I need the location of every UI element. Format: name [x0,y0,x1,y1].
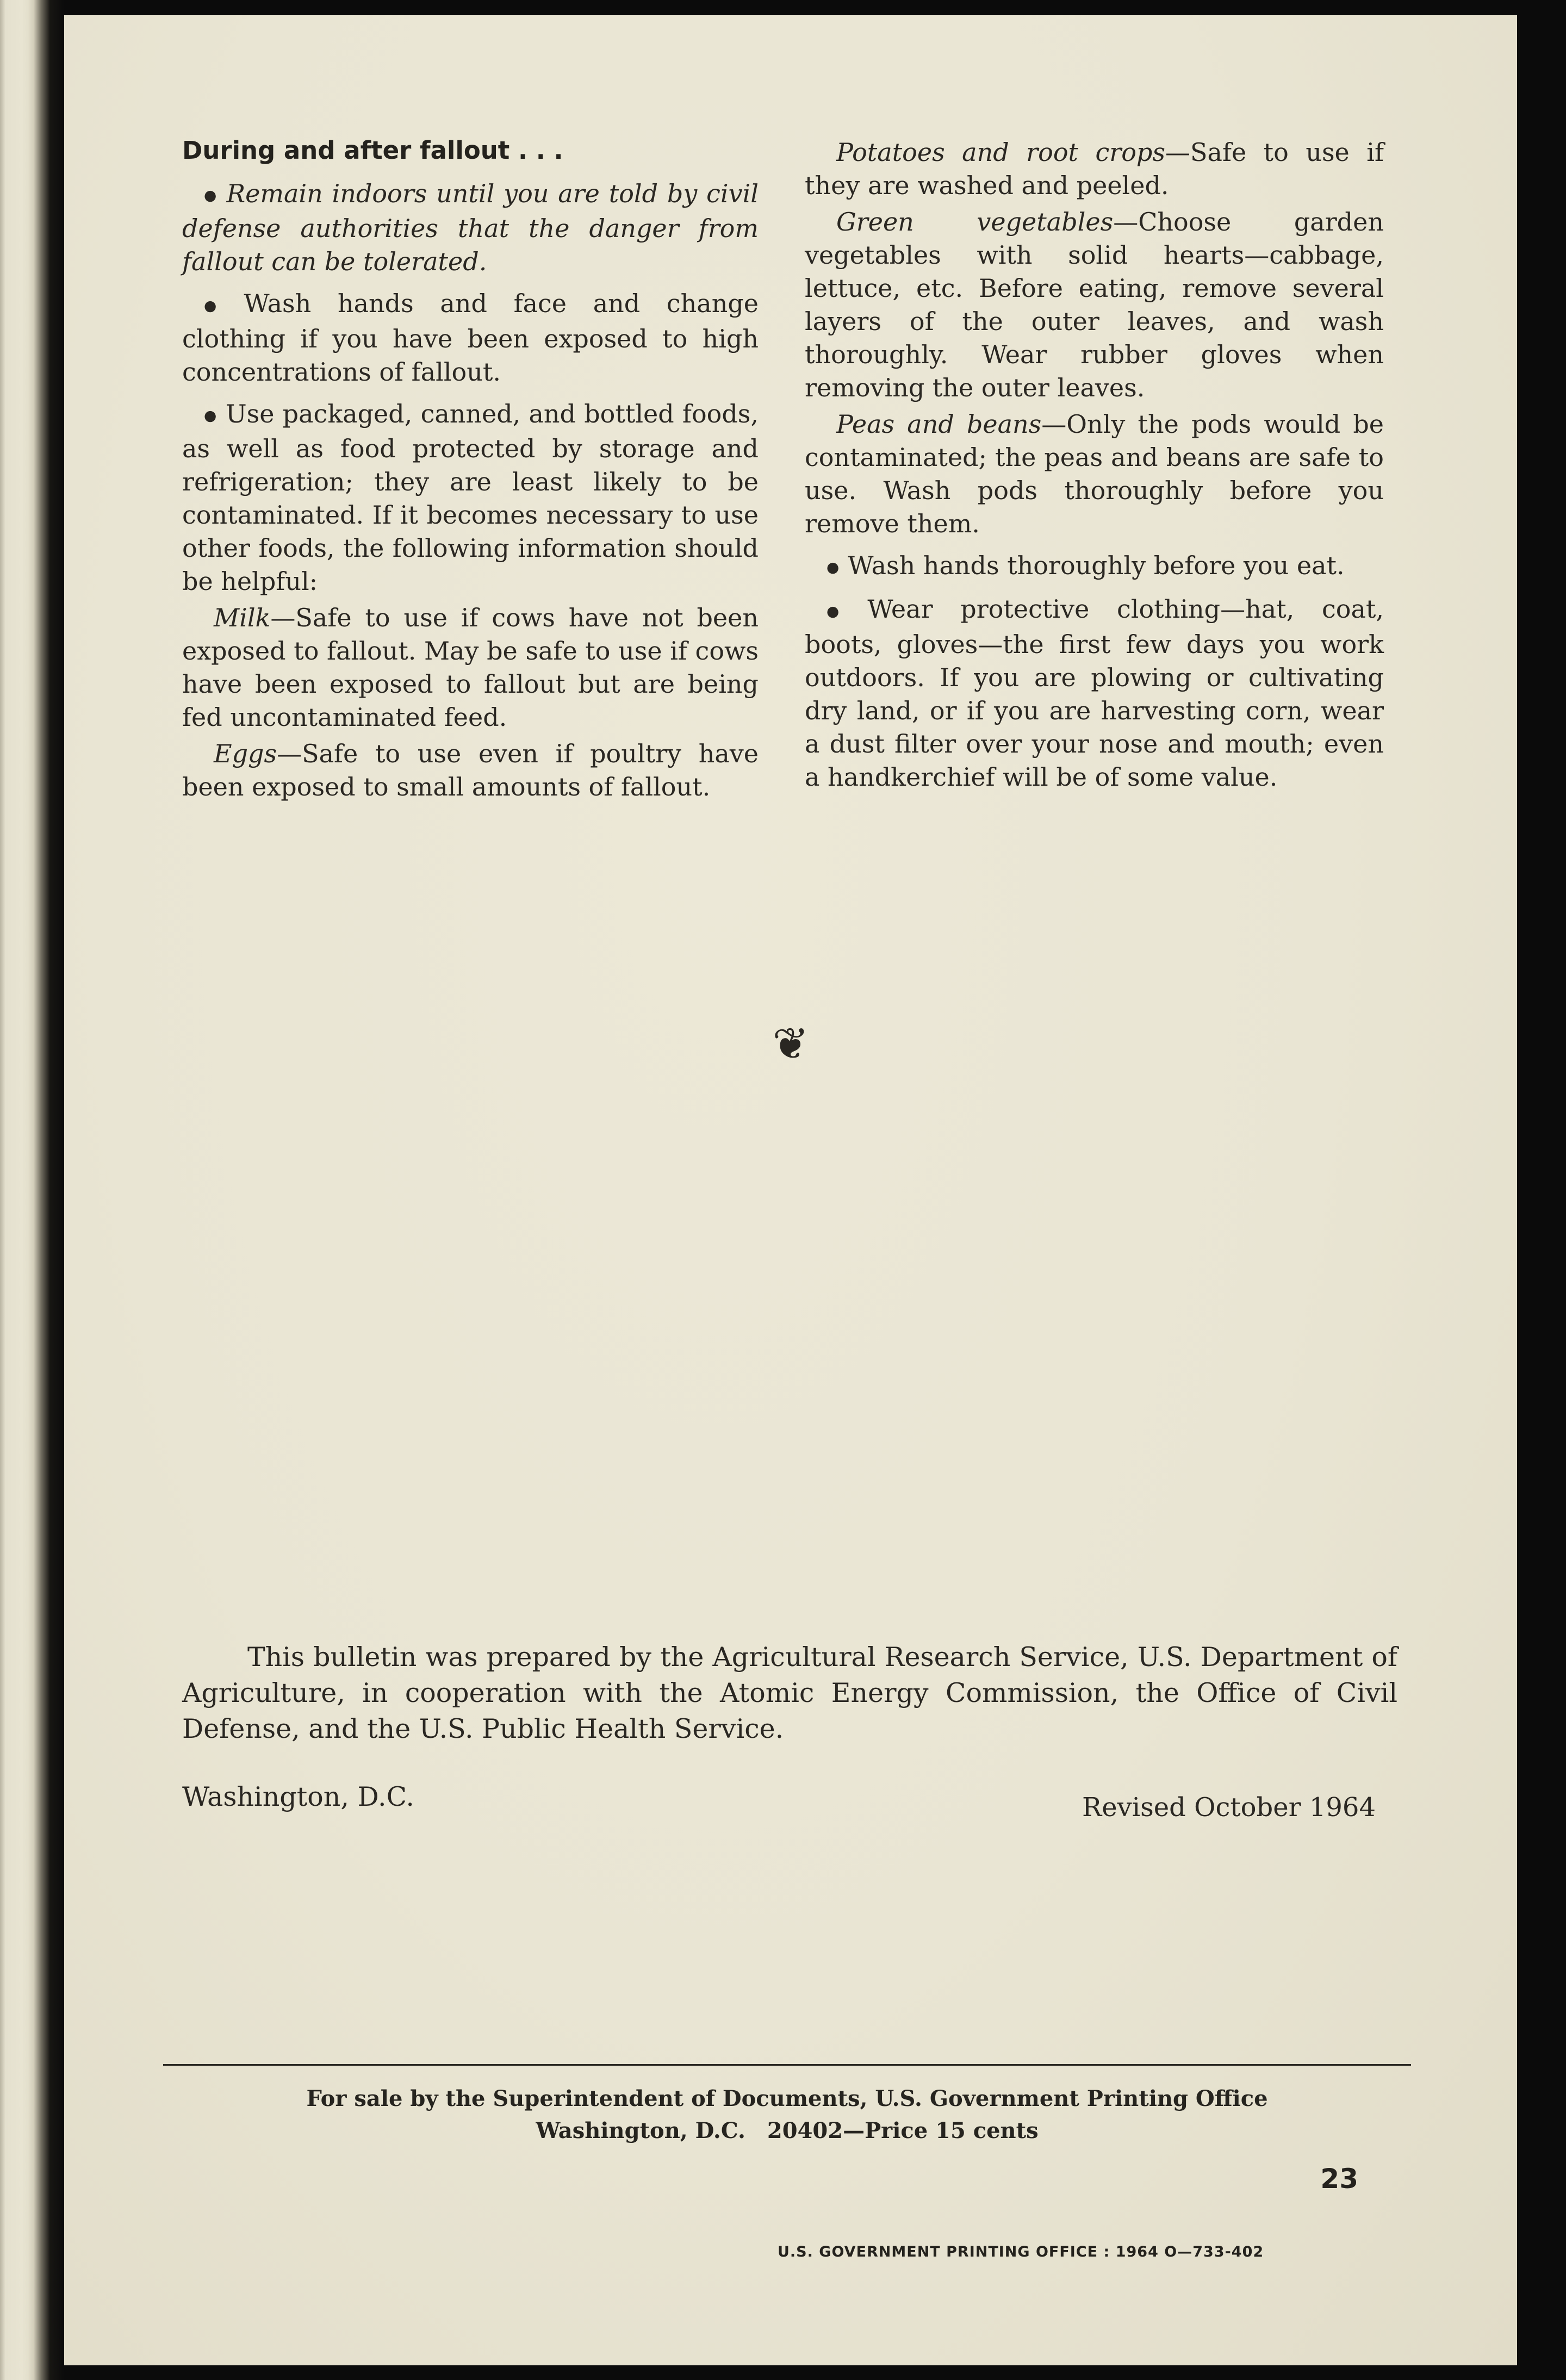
bullet-icon: ● [826,602,859,620]
page-number: 23 [1320,2163,1358,2195]
horizontal-rule [163,2064,1411,2066]
revised-date-line: Revised October 1964 [1082,1792,1376,1823]
bullet-icon: ● [204,297,235,314]
paragraph-lead: Peas and beans [836,409,1042,439]
paragraph-text: —Safe to use even if poultry have been exposed to small amounts of fallout. [182,738,759,801]
left-column [182,136,759,807]
paragraph-text: Wear protective clothing—hat, coat, boots, gloves—the first few days you work outdoors. If you are plowing or cultivating dry land, or if you are harvesting corn, wear a dust filter over your nose and mouth; even a handkerchief will be of some value. [805,594,1384,792]
paragraph-remain-indoors [182,177,759,278]
paragraph-wash-hands [182,287,759,388]
two-column-text [182,136,1384,807]
paragraph-potatoes [805,136,1384,202]
paragraph-lead: Green vegetables [836,207,1114,237]
paragraph-lead: Milk [214,602,271,632]
paragraph-green-vegetables [805,206,1384,405]
book-gutter-edge [0,0,64,2380]
sale-notice-line1: For sale by the Superintendent of Documents, U.S. Government Printing Office [306,2086,1268,2111]
paragraph-eggs [182,737,759,804]
paragraph-text: —Safe to use if they are washed and peeled. [805,138,1384,200]
paragraph-text: Use packaged, canned, and bottled foods, as well as food protected by storage and refrigeration; they are least likely to be contaminated. If it becomes necessary to use other foods, the following information should be helpful: [182,399,759,596]
paragraph-lead: Potatoes and root crops [836,138,1165,167]
paragraph-text: —Choose garden vegetables with solid hearts—cabbage, lettuce, etc. Before eating, remove several layers of the outer leaves, and wash thoroughly. Wear rubber gloves when removing the outer leaves. [805,207,1384,402]
fleuron-ornament-icon: ❦ [772,1018,809,1069]
bullet-icon: ● [204,407,217,424]
paragraph-lead: Eggs [214,738,277,768]
paragraph-text: Wash hands and face and change clothing if you have been exposed to high concentrations of fallout. [182,289,759,387]
paragraph-text: Wash hands thoroughly before you eat. [848,551,1345,580]
paragraph-protective-clothing [805,593,1384,793]
credit-paragraph: This bulletin was prepared by the Agricultural Research Service, U.S. Department of Agriculture, in cooperation with the Atomic Energy Commission, the Office of Civil Defense, and the U.S. Public Health Service. [182,1642,1397,1744]
paragraph-milk [182,601,759,734]
bullet-icon: ● [204,187,218,204]
paragraph-text: Remain indoors until you are told by civil defense authorities that the danger from fallout can be tolerated. [182,179,759,277]
place-line: Washington, D.C. [182,1781,414,1812]
paragraph-peas-and-beans [805,408,1384,540]
paragraph-wash-before-eat [805,549,1384,584]
paragraph-text: —Safe to use if cows have not been exposed to fallout. May be safe to use if cows have been exposed to fallout but are being fed uncontaminated feed. [182,602,759,732]
section-heading: During and after fallout . . . [182,136,563,165]
document-page [64,15,1517,2365]
paragraph-text: —Only the pods would be contaminated; the peas and beans are safe to use. Wash pods thoroughly before you remove them. [805,409,1384,538]
printing-office-imprint: U.S. GOVERNMENT PRINTING OFFICE : 1964 O—733-402 [778,2244,1264,2260]
paragraph-use-packaged-foods [182,397,759,598]
right-column [805,136,1384,807]
sale-notice-line2: Washington, D.C. 20402—Price 15 cents [536,2118,1039,2143]
sale-notice [163,2083,1411,2147]
bullet-icon: ● [826,559,840,576]
